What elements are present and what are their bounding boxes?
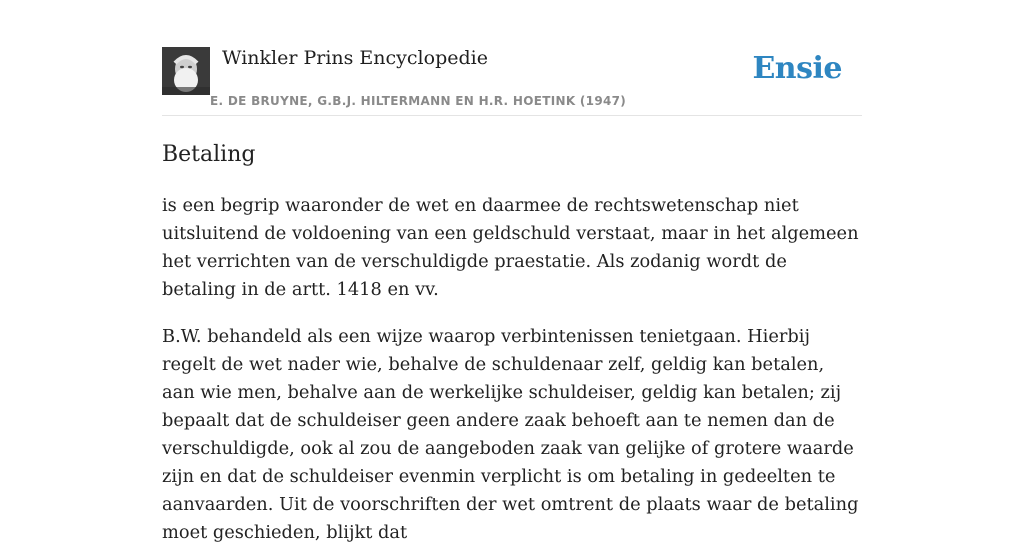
author-avatar — [162, 47, 210, 95]
article-paragraph: B.W. behandeld als een wijze waarop verbintenissen tenietgaan. Hierbij regelt de wet nader wie, behalve de schuldenaar zelf, geldig kan betalen, aan wie men, behalve aan de werkelijke schuldeiser, geldig kan betalen; zij bepaalt dat de schuldeiser geen andere zaak behoeft aan te nemen dan de verschuldigde, ook al zou de aangeboden zaak van gelijke of grotere waarde zijn en dat de schuldeiser evenmin verplicht is om betaling in gedeelten te aanvaarden. Uit de voorschriften der wet omtrent de plaats waar de betaling moet geschieden, blijkt dat — [162, 326, 859, 543]
article-paragraph: is een begrip waaronder de wet en daarmee de rechtswetenschap niet uitsluitend de voldoening van een geldschuld verstaat, maar in het algemeen het verrichten van de verschuldigde praestatie. Als zodanig wordt de betaling in de artt. 1418 en vv. — [162, 195, 859, 300]
page — [162, 0, 862, 543]
author-portrait-icon — [162, 47, 210, 95]
authors-credit: E. DE BRUYNE, G.B.J. HILTERMANN EN H.R. HOETINK (1947) — [210, 94, 627, 108]
brand-logo[interactable]: Ensie — [752, 51, 842, 86]
article-title: Betaling — [162, 142, 256, 167]
site-title[interactable]: Winkler Prins Encyclopedie — [222, 47, 488, 69]
site-header — [162, 0, 862, 116]
